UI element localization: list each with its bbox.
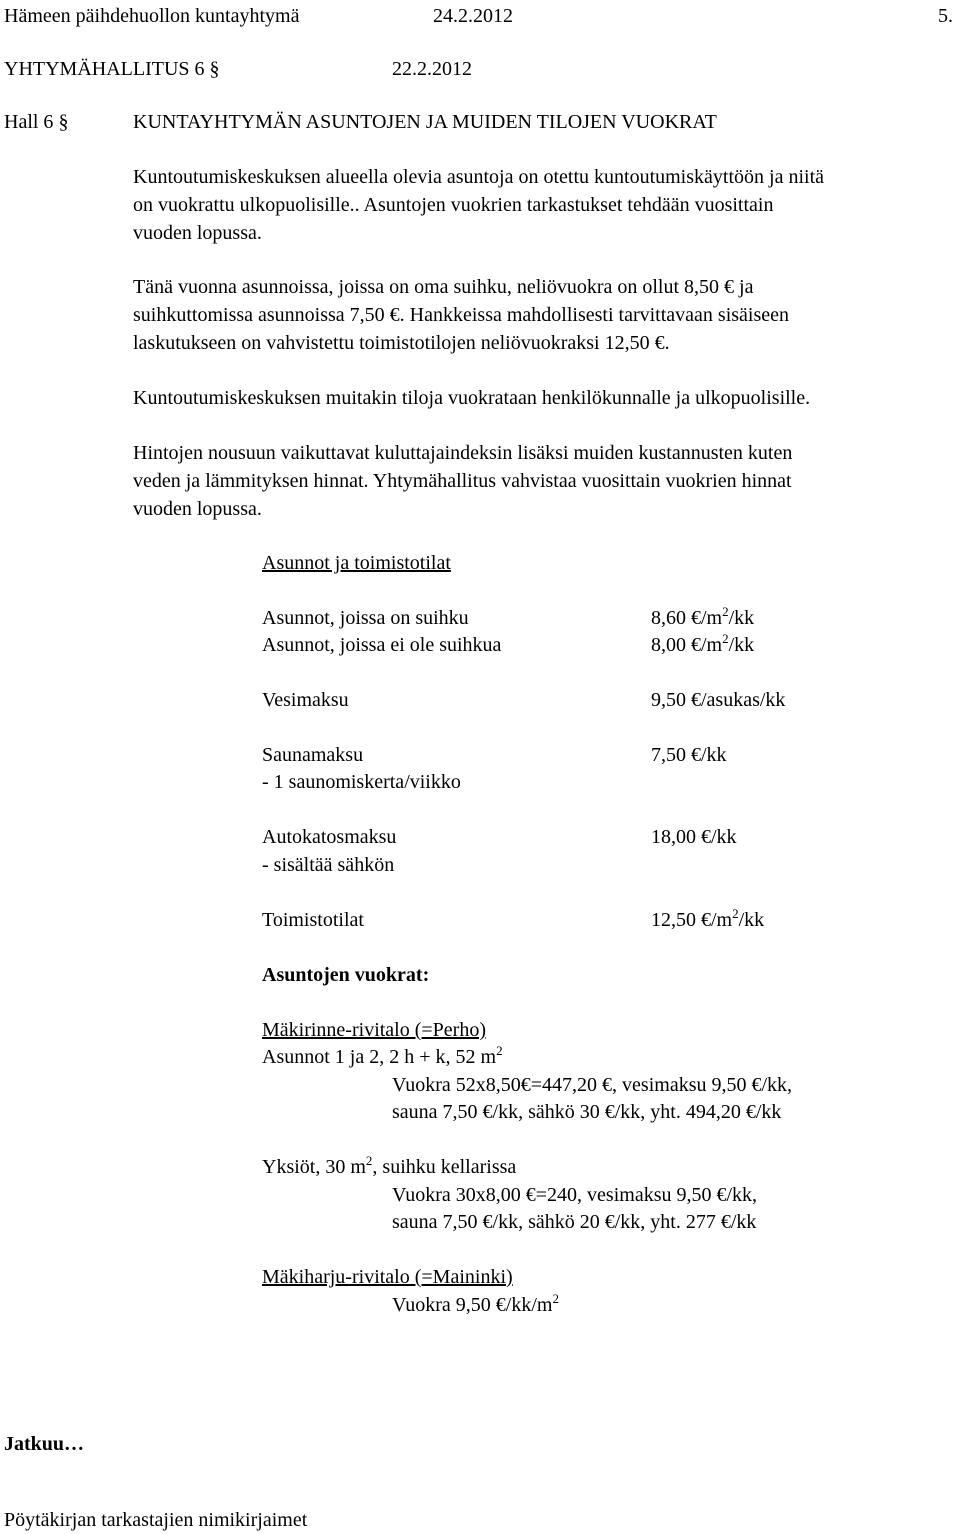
continues-label: Jatkuu… — [4, 1433, 85, 1455]
perho-calc-line: Vuokra 52x8,50€=447,20 €, vesimaksu 9,50 €/kk, — [392, 1074, 793, 1096]
yksiot-calc-line: sauna 7,50 €/kk, sähkö 20 €/kk, yht. 277 €/kk — [392, 1211, 757, 1233]
price-amount: 8,60 €/m — [651, 607, 723, 629]
price-row-label: Toimistotilat — [262, 909, 364, 931]
price-row-label: Asunnot, joissa ei ole suihkua — [262, 634, 502, 656]
price-row-value — [651, 604, 754, 632]
paragraph-line: veden ja lämmityksen hinnat. Yhtymähallitus vahvistaa vuosittain vuokrien hinnat — [133, 470, 792, 492]
price-row-label: Asunnot, joissa on suihku — [262, 607, 469, 629]
price-row-sublabel: - sisältää sähkön — [262, 854, 395, 876]
price-row-label: Saunamaksu — [262, 744, 364, 766]
perho-calc-line: sauna 7,50 €/kk, sähkö 30 €/kk, yht. 494,20 €/kk — [392, 1101, 782, 1123]
item-title: KUNTAYHTYMÄN ASUNTOJEN JA MUIDEN TILOJEN VUOKRAT — [133, 111, 717, 133]
yksiot-title-superscript: 2 — [365, 1153, 373, 1168]
price-amount: 7,50 €/kk — [651, 744, 727, 766]
paragraph-line: Kuntoutumiskeskuksen muitakin tiloja vuokrataan henkilökunnalle ja ulkopuolisille. — [133, 387, 811, 409]
paragraph-line: vuoden lopussa. — [133, 222, 262, 244]
yksiot-title-rest: , suihku kellarissa — [372, 1156, 517, 1178]
yksiot-calc-line: Vuokra 30x8,00 €=240, vesimaksu 9,50 €/kk, — [392, 1184, 758, 1206]
document-date: 24.2.2012 — [433, 5, 513, 27]
perho-apartments — [262, 1043, 503, 1071]
price-row-label: Vesimaksu — [262, 689, 349, 711]
rents-heading: Asuntojen vuokrat: — [262, 964, 430, 986]
page-number: 5. — [938, 5, 953, 27]
price-row-value — [651, 631, 754, 659]
price-row-sublabel: - 1 saunomiskerta/viikko — [262, 771, 461, 793]
paragraph-line: laskutukseen on vahvistettu toimistotilojen neliövuokraksi 12,50 €. — [133, 332, 670, 354]
perho-apartments-text: Asunnot 1 ja 2, 2 h + k, 52 m — [262, 1046, 497, 1068]
meeting-date: 22.2.2012 — [392, 58, 472, 80]
price-table-heading: Asunnot ja toimistotilat — [262, 552, 451, 574]
price-unit: /kk — [738, 909, 765, 931]
yksiot-title-text: Yksiöt, 30 m — [262, 1156, 366, 1178]
paragraph-1 — [133, 163, 933, 247]
board-name — [4, 55, 220, 83]
paragraph-line: Hintojen nousuun vaikuttavat kuluttajaindeksin lisäksi muiden kustannusten kuten — [133, 442, 793, 464]
paragraph-2 — [133, 273, 933, 357]
price-row-label: Autokatosmaksu — [262, 826, 397, 848]
paragraph-line: Kuntoutumiskeskuksen alueella olevia asuntoja on otettu kuntoutumiskäyttöön ja niitä — [133, 166, 824, 188]
price-row-value — [651, 906, 764, 934]
price-unit: /kk — [728, 607, 755, 629]
price-amount: 18,00 €/kk — [651, 826, 737, 848]
paragraph-line: suihkuttomissa asunnoissa 7,50 €. Hankkeissa mahdollisesti tarvittavaan sisäiseen — [133, 304, 790, 326]
price-row-value — [651, 823, 737, 851]
organization-name: Hämeen päihdehuollon kuntayhtymä — [4, 5, 300, 27]
paragraph-4 — [133, 439, 933, 523]
perho-title: Mäkirinne-rivitalo (=Perho) — [262, 1019, 486, 1041]
paragraph-line: Tänä vuonna asunnoissa, joissa on oma suihku, neliövuokra on ollut 8,50 € ja — [133, 276, 754, 298]
price-row-value — [651, 686, 785, 714]
price-amount: 8,00 €/m — [651, 634, 723, 656]
yksiot-title — [262, 1153, 516, 1181]
section-mark: § — [209, 58, 220, 80]
maininki-rent — [392, 1291, 559, 1319]
price-superscript: 2 — [722, 604, 729, 619]
maininki-rent-text: Vuokra 9,50 €/kk/m — [392, 1294, 553, 1316]
price-superscript: 2 — [722, 631, 729, 646]
paragraph-line: vuoden lopussa. — [133, 498, 262, 520]
price-row-value — [651, 741, 727, 769]
maininki-title: Mäkiharju-rivitalo (=Maininki) — [262, 1266, 513, 1288]
paragraph-3 — [133, 384, 933, 412]
paragraph-line: on vuokrattu ulkopuolisille.. Asuntojen vuokrien tarkastukset tehdään vuosittain — [133, 194, 774, 216]
perho-apartments-superscript: 2 — [496, 1043, 503, 1058]
price-unit: /kk — [728, 634, 755, 656]
item-label — [4, 108, 68, 136]
item-number: Hall 6 — [4, 111, 54, 133]
maininki-rent-superscript: 2 — [552, 1291, 559, 1306]
price-amount: 12,50 €/m — [651, 909, 733, 931]
section-mark: § — [58, 111, 69, 133]
price-superscript: 2 — [732, 906, 739, 921]
board-label: YHTYMÄHALLITUS 6 — [4, 58, 205, 80]
price-amount: 9,50 €/asukas/kk — [651, 689, 786, 711]
signatures-label: Pöytäkirjan tarkastajien nimikirjaimet — [4, 1509, 308, 1531]
